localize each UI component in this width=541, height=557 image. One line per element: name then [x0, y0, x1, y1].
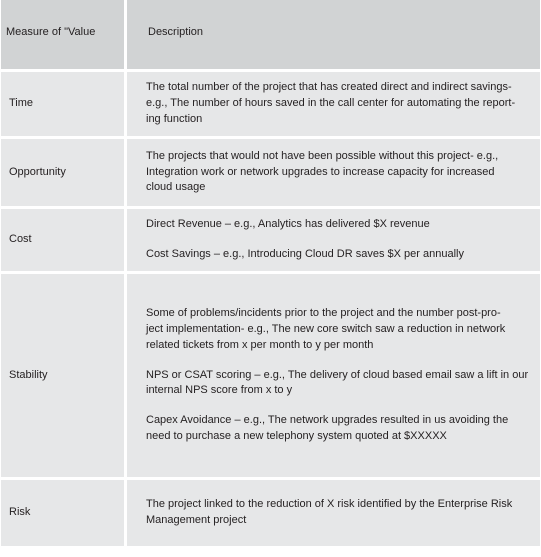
- header-measure-label: Measure of "Value: [6, 25, 96, 38]
- description-line: Cost Savings – e.g., Introducing Cloud DR saves $X per annually: [146, 248, 464, 260]
- measure-cell: Risk: [1, 479, 126, 548]
- table-row-opportunity: [1, 138, 540, 208]
- description-cell: [126, 273, 541, 479]
- header-cell-description: [126, 0, 541, 71]
- description-line: need to purchase a new telephony system quoted at $XXXXX: [146, 430, 447, 443]
- description-line: internal NPS score from x to y: [146, 384, 293, 397]
- description-paragraph: [146, 413, 532, 445]
- table-row-stability: [1, 273, 540, 479]
- value-measures-table: [1, 0, 540, 549]
- description-cell: [126, 138, 541, 208]
- description-line: related tickets from x per month to y per month: [146, 338, 374, 351]
- header-row: [1, 0, 540, 71]
- description-line: Direct Revenue – e.g., Analytics has delivered $X revenue: [146, 218, 430, 231]
- description-paragraph: [146, 306, 532, 354]
- description-line: ject implementation- e.g., The new core switch saw a reduction in network: [146, 322, 506, 335]
- description-line: e.g., The number of hours saved in the call center for automating the report-: [146, 97, 516, 110]
- description-paragraph: [146, 497, 532, 529]
- description-line: Capex Avoidance – e.g., The network upgrades resulted in us avoiding the: [146, 414, 509, 427]
- description-line: The total number of the project that has created direct and indirect savings-: [146, 81, 512, 94]
- measure-cell: Time: [1, 71, 126, 138]
- header-cell-measure: [1, 0, 126, 71]
- description-line: cloud usage: [146, 181, 206, 194]
- description-line: NPS or CSAT scoring – e.g., The delivery of cloud based email saw a lift in our: [146, 368, 529, 381]
- table-row-time: [1, 71, 540, 138]
- description-paragraph: [146, 149, 532, 197]
- description-paragraph: [146, 368, 532, 400]
- description-paragraph: [146, 80, 532, 128]
- description-paragraph: [146, 217, 532, 233]
- description-line: Some of problems/incidents prior to the project and the number post-pro-: [146, 306, 501, 319]
- description-line: The projects that would not have been possible without this project- e.g.,: [146, 149, 499, 162]
- description-line: Integration work or network upgrades to increase capacity for increased: [146, 165, 495, 178]
- table-row-risk: [1, 479, 540, 548]
- measure-cell: Stability: [1, 273, 126, 479]
- header-description-label: Description: [148, 25, 204, 38]
- description-cell: [126, 208, 541, 273]
- description-line: Management project: [146, 514, 247, 526]
- description-line: The project linked to the reduction of X risk identified by the Enterprise Risk: [146, 498, 513, 511]
- measure-cell: Cost: [1, 208, 126, 273]
- measure-cell: Opportunity: [1, 138, 126, 208]
- description-cell: [126, 479, 541, 548]
- description-line: ing function: [146, 112, 203, 125]
- description-cell: [126, 71, 541, 138]
- table-row-cost: [1, 208, 540, 273]
- description-paragraph: [146, 247, 532, 263]
